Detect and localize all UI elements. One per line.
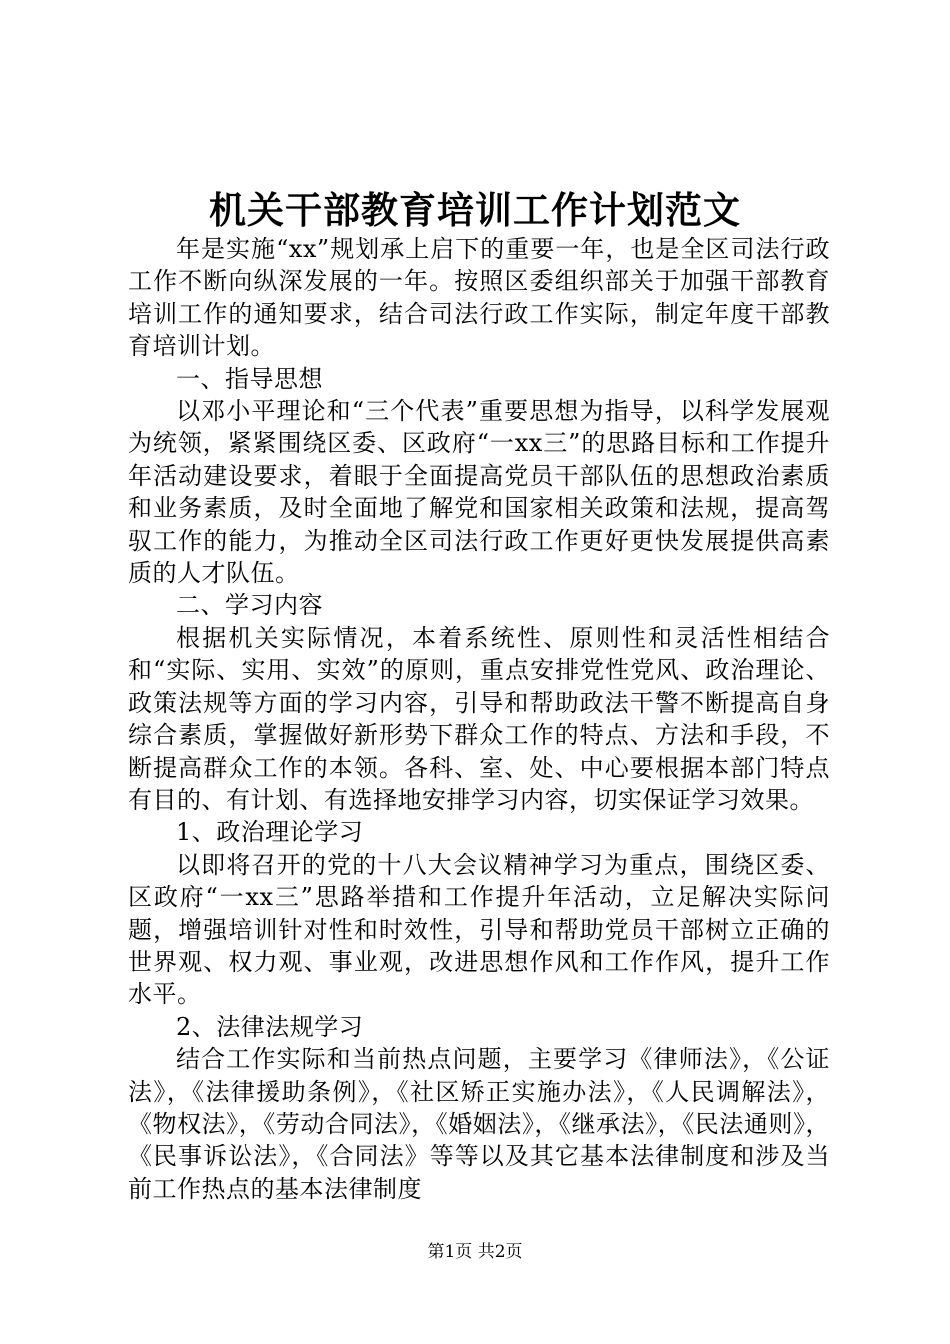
intro-paragraph: 年是实施“xx”规划承上启下的重要一年，也是全区司法行政工作不断向纵深发展的一年。按照区委组织部关于加强干部教育培训工作的通知要求，结合司法行政工作实际，制定年度干部教育培训计划。	[128, 235, 830, 361]
study-content-paragraph: 根据机关实际情况，本着系统性、原则性和灵活性相结合和“实际、实用、实效”的原则，重点安排党性党风、政治理论、政策法规等方面的学习内容，引导和帮助政法干警不断提高自身综合素质，掌握做好新形势下群众工作的特点、方法和手段，不断提高群众工作的本领。各科、室、处、中心要根据本部门特点有目的、有计划、有选择地安排学习内容，切实保证学习效果。	[128, 623, 830, 814]
subsection-heading-political-theory: 1、政治理论学习	[176, 818, 364, 847]
document-title: 机关干部教育培训工作计划范文	[209, 188, 741, 232]
document-body	[128, 233, 830, 1205]
section-heading-guiding-ideology: 一、指导思想	[176, 364, 323, 393]
page-footer: 第1页 共2页	[427, 1242, 523, 1262]
political-theory-paragraph: 以即将召开的党的十八大会议精神学习为重点，围绕区委、区政府“一xx三”思路举措和工作提升年活动，立足解决实际问题，增强培训针对性和时效性，引导和帮助党员干部树立正确的世界观、权力观、事业观，改进思想作风和工作作风，提升工作水平。	[128, 850, 830, 1009]
guiding-ideology-paragraph: 以邓小平理论和“三个代表”重要思想为指导，以科学发展观为统领，紧紧围绕区委、区政府“一xx三”的思路目标和工作提升年活动建设要求，着眼于全面提高党员干部队伍的思想政治素质和业务素质，及时全面地了解党和国家相关政策和法规，提高驾驭工作的能力，为推动全区司法行政工作更好更快发展提供高素质的人才队伍。	[128, 397, 830, 588]
section-heading-study-content: 二、学习内容	[176, 591, 323, 620]
laws-regulations-paragraph: 结合工作实际和当前热点问题，主要学习《律师法》，《公证法》，《法律援助条例》，《社区矫正实施办法》，《人民调解法》，《物权法》，《劳动合同法》，《婚姻法》，《继承法》，《民法通则》，《民事诉讼法》，《合同法》等等以及其它基本法律制度和涉及当前工作热点的基本法律制度	[128, 1045, 830, 1203]
subsection-heading-laws-regulations: 2、法律法规学习	[176, 1012, 364, 1041]
